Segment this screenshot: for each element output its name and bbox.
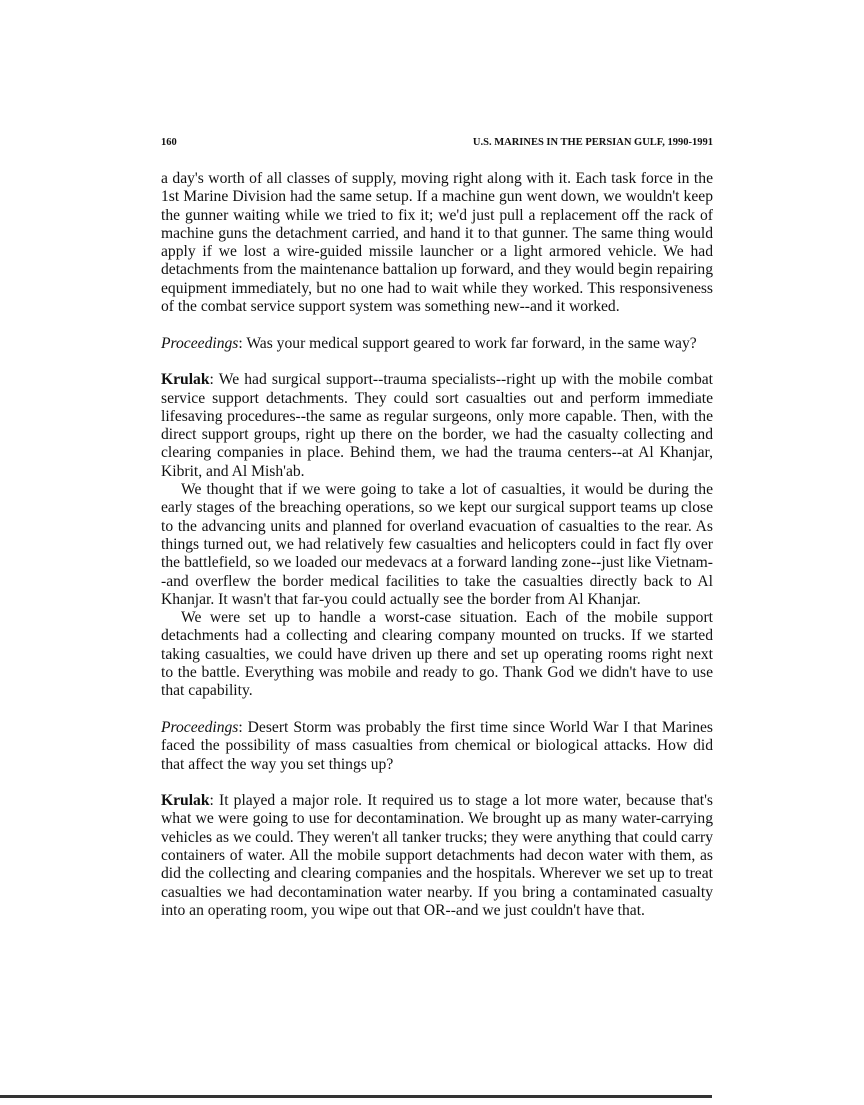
speaker-label: Krulak <box>161 371 210 389</box>
speaker-label: Proceedings <box>161 718 239 736</box>
running-header <box>161 137 713 148</box>
paragraph <box>161 481 713 609</box>
answer-paragraph <box>161 792 713 920</box>
question-paragraph <box>161 719 713 774</box>
paragraph <box>161 609 713 700</box>
paragraph-text: We thought that if we were going to take a lot of casualties, it would be during the early stages of the breaching operations, so we kept our surgical support teams up close to the advancing units and planned for overland evacuation of casualties to the rear. As things turned out, we had relatively few casualties and helicopters could in fact fly over the battlefield, so we loaded our medevacs at a forward landing zone--just like Vietnam--and overflew the border medical facilities to take the casualties directly back to Al Khanjar. It wasn't that far-you could actually see the border from Al Khanjar. <box>161 481 713 608</box>
running-title: U.S. MARINES IN THE PERSIAN GULF, 1990-1991 <box>472 137 713 148</box>
speaker-label: Proceedings <box>161 334 239 352</box>
paragraph-text: We were set up to handle a worst-case situation. Each of the mobile support detachments had a collecting and clearing company mounted on trucks. If we started taking casualties, we could have driven up there and set up operating rooms right next to the battle. Everything was mobile and ready to go. Thank God we didn't have to use that capability. <box>161 609 713 700</box>
bottom-rule <box>0 1095 712 1098</box>
question-paragraph <box>161 335 713 353</box>
answer-paragraph <box>161 371 713 481</box>
speaker-label: Krulak <box>161 792 210 810</box>
paragraph-text: : Was your medical support geared to work far forward, in the same way? <box>238 334 697 352</box>
paragraph <box>161 170 713 316</box>
paragraph-text: : We had surgical support--trauma specialists--right up with the mobile combat service support detachments. They could sort casualties out and perform immediate lifesaving procedures--the same as regular surgeons, only more capable. Then, with the direct support groups, right up there on the border, we had the casualty collecting and clearing companies in place. Behind them, we had the trauma centers--at Al Khanjar, Kibrit, and Al Mish'ab. <box>161 371 713 480</box>
page-number: 160 <box>161 137 177 148</box>
paragraph-text: : Desert Storm was probably the first time since World War I that Marines faced the possibility of mass casualties from chemical or biological attacks. How did that affect the way you set things up? <box>161 718 713 773</box>
paragraph-text: a day's worth of all classes of supply, moving right along with it. Each task force in the 1st Marine Division had the same setup. If a machine gun went down, we wouldn't keep the gunner waiting while we tried to fix it; we'd just pull a replacement off the rack of machine guns the detachment carried, and hand it to that gunner. The same thing would apply if we lost a wire-guided missile launcher or a light armored vehicle. We had detachments from the maintenance battalion up forward, and they would begin repairing equipment immediately, but no one had to wait while they worked. This responsiveness of the combat service support system was something new--and it worked. <box>161 170 713 316</box>
paragraph-text: : It played a major role. It required us to stage a lot more water, because that's what we were going to use for decontamination. We brought up as many water-carrying vehicles as we could. They weren't all tanker trucks; they were anything that could carry containers of water. All the mobile support detachments had decon water with them, as did the collecting and clearing companies and the hospitals. Wherever we set up to treat casualties we had decontamination water nearby. If you bring a contaminated casualty into an operating room, you wipe out that OR--and we just couldn't have that. <box>161 792 713 919</box>
page-body <box>161 170 713 920</box>
